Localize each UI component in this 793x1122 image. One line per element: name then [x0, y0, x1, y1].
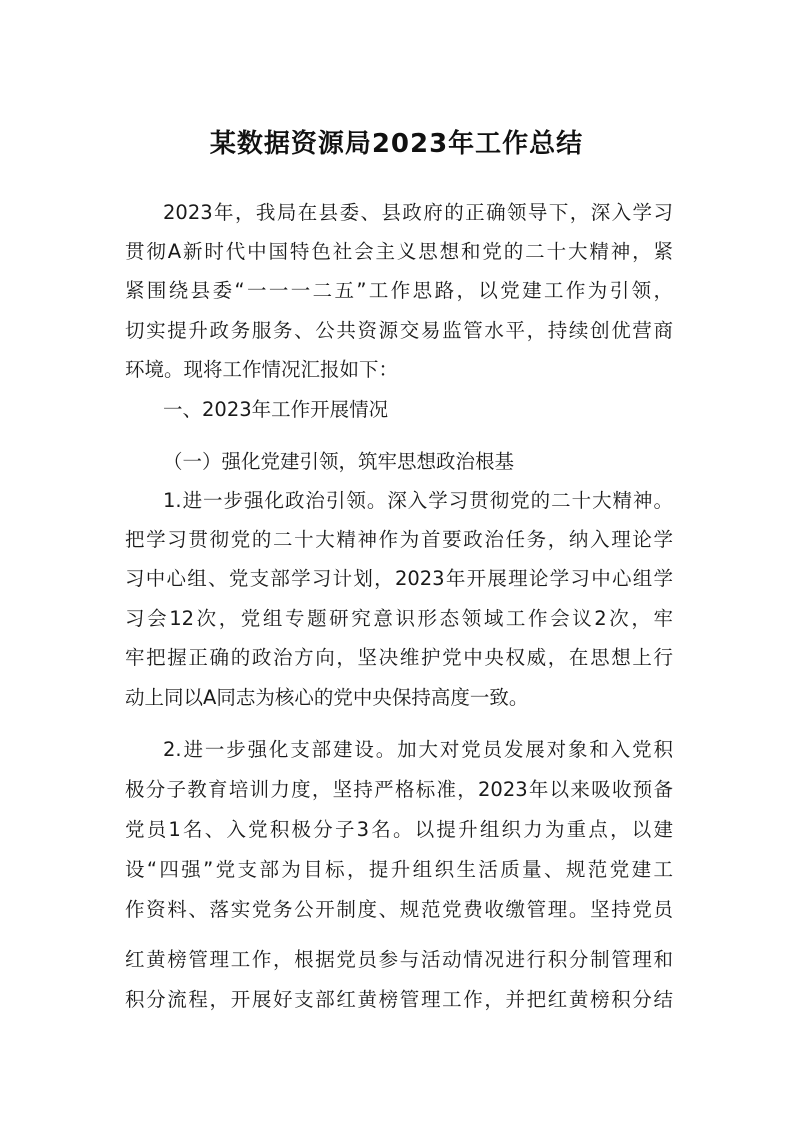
item-1-line: 1.进一步强化政治引领。深入学习贯彻党的二十大精神。	[163, 489, 673, 512]
section-heading: 一、2023年工作开展情况	[163, 398, 389, 421]
item-2-line: 积分流程，开展好支部红黄榜管理工作，并把红黄榜积分结	[125, 988, 673, 1011]
item-2-line: 2.进一步强化支部建设。加大对党员发展对象和入党积	[163, 738, 673, 761]
item-1-line: 习中心组、党支部学习计划，2023年开展理论学习中心组学	[125, 567, 673, 590]
intro-line: 紧围绕县委“一一一二五”工作思路，以党建工作为引领，	[125, 279, 673, 302]
item-1-line: 把学习贯彻党的二十大精神作为首要政治任务，纳入理论学	[125, 528, 673, 551]
item-2-line: 党员1名、入党积极分子3名。以提升组织力为重点，以建	[125, 818, 673, 841]
item-2-line: 极分子教育培训力度，坚持严格标准，2023年以来吸收预备	[125, 778, 673, 801]
item-1-line: 习会12次，党组专题研究意识形态领域工作会议2次，牢	[125, 607, 673, 630]
item-1-line: 牢把握正确的政治方向，坚决维护党中央权威，在思想上行	[125, 646, 673, 669]
intro-line: 贯彻A新时代中国特色社会主义思想和党的二十大精神，紧	[125, 240, 673, 263]
intro-line: 2023年，我局在县委、县政府的正确领导下，深入学习	[163, 201, 673, 224]
intro-line: 切实提升政务服务、公共资源交易监管水平，持续创优营商	[125, 319, 673, 342]
item-2-line: 红黄榜管理工作，根据党员参与活动情况进行积分制管理和	[125, 948, 673, 971]
item-2-line: 设“四强”党支部为目标，提升组织生活质量、规范党建工	[125, 858, 673, 881]
item-1-line: 动上同以A同志为核心的党中央保持高度一致。	[125, 686, 529, 709]
subsection-heading: （一）强化党建引领，筑牢思想政治根基	[163, 450, 515, 473]
intro-line: 环境。现将工作情况汇报如下：	[125, 358, 399, 381]
document-title: 某数据资源局2023年工作总结	[209, 129, 584, 159]
item-2-line: 作资料、落实党务公开制度、规范党费收缴管理。坚持党员	[125, 898, 673, 921]
